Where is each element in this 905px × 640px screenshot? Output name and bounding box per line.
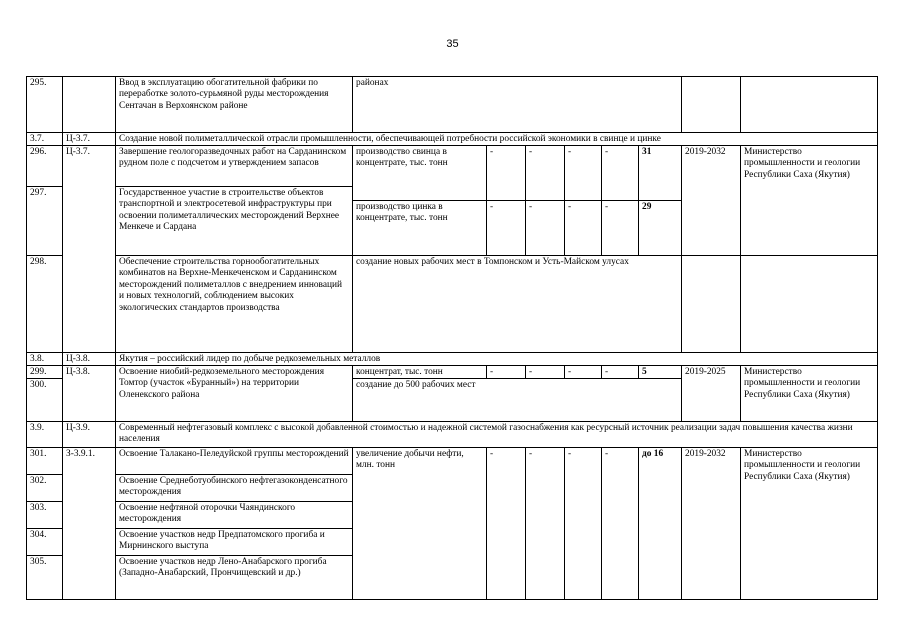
row-295-code — [62, 76, 116, 133]
section-3-7-code: Ц-3.7. — [62, 132, 116, 146]
row-295-responsible — [740, 76, 878, 133]
rows-301-305-value-2: - — [525, 447, 565, 600]
row-298-num: 298. — [26, 255, 63, 353]
row-296-value-4: - — [601, 145, 639, 201]
section-3-9-num: 3.9. — [26, 421, 63, 448]
row-297-value-3: - — [564, 200, 602, 256]
row-296-value-2: - — [525, 145, 565, 201]
row-297-value-1: - — [486, 200, 526, 256]
row-299-value-3: - — [564, 365, 602, 379]
row-299-value-1: - — [486, 365, 526, 379]
row-297-measure: Государственное участие в строительстве объектов транспортной и электросетевой инфраструктуры при освоении полиметаллических месторождений Верхнее Менкече и Сардана — [115, 186, 353, 256]
row-302-num: 302. — [26, 474, 63, 502]
row-296-value-5: 31 — [638, 145, 682, 201]
row-303-num: 303. — [26, 501, 63, 529]
row-299-value-5: 5 — [638, 365, 682, 379]
rows-296-297-period: 2019-2032 — [681, 145, 741, 256]
row-297-value-4: - — [601, 200, 639, 256]
row-296-value-3: - — [564, 145, 602, 201]
row-299-value-4: - — [601, 365, 639, 379]
row-298-period — [681, 255, 741, 353]
row-299-value-2: - — [525, 365, 565, 379]
section-3-9-code: Ц-3.9. — [62, 421, 116, 448]
row-295-measure: Ввод в эксплуатацию обогатительной фабрики по переработке золото-сурьмяной руды месторождения Сентачан в Верхоянском районе — [115, 76, 353, 133]
program-table — [26, 76, 878, 600]
rows-301-305-value-1: - — [486, 447, 526, 600]
row-302-measure: Освоение Среднеботуобинского нефтегазоконденсатного месторождения — [115, 474, 353, 502]
row-296-num: 296. — [26, 145, 63, 187]
row-304-measure: Освоение участков недр Предпатомского прогиба и Мирнинского выступа — [115, 528, 353, 556]
section-3-8-title: Якутия – российский лидер по добыче редкоземельных металлов — [115, 352, 878, 366]
row-301-measure: Освоение Талакано-Пеледуйской группы месторождений — [115, 447, 353, 475]
rows-299-300-responsible: Министерство промышленности и геологии Республики Саха (Якутия) — [740, 365, 878, 422]
row-299-num: 299. — [26, 365, 63, 379]
rows-296-297-responsible: Министерство промышленности и геологии Республики Саха (Якутия) — [740, 145, 878, 256]
rows-296-298-code: Ц-3.7. — [62, 145, 116, 353]
rows-301-305-value-3: - — [564, 447, 602, 600]
row-296-measure: Завершение геологоразведочных работ на Сарданинском рудном поле с подсчетом и утверждением запасов — [115, 145, 353, 187]
row-298-responsible — [740, 255, 878, 353]
rows-299-300-code: Ц-3.8. — [62, 365, 116, 422]
rows-301-305-period: 2019-2032 — [681, 447, 741, 600]
rows-301-305-value-4: - — [601, 447, 639, 600]
row-297-indicator: производство цинка в концентрате, тыс. тонн — [352, 200, 487, 256]
section-3-7-title: Создание новой полиметаллической отрасли промышленности, обеспечивающей потребности российской экономики в свинце и цинке — [115, 132, 878, 146]
row-305-num: 305. — [26, 555, 63, 600]
row-296-value-1: - — [486, 145, 526, 201]
row-297-value-2: - — [525, 200, 565, 256]
row-296-indicator: производство свинца в концентрате, тыс. тонн — [352, 145, 487, 201]
row-301-num: 301. — [26, 447, 63, 475]
row-300-indicator: создание до 500 рабочих мест — [352, 378, 682, 422]
row-295-period — [681, 76, 741, 133]
row-304-num: 304. — [26, 528, 63, 556]
row-297-num: 297. — [26, 186, 63, 256]
page-number: 35 — [446, 38, 459, 50]
rows-301-305-value-5: до 16 — [638, 447, 682, 600]
row-300-num: 300. — [26, 378, 63, 422]
section-3-8-code: Ц-3.8. — [62, 352, 116, 366]
row-303-measure: Освоение нефтяной оторочки Чаяндинского месторождения — [115, 501, 353, 529]
row-299-indicator: концентрат, тыс. тонн — [352, 365, 487, 379]
rows-301-305-responsible: Министерство промышленности и геологии Республики Саха (Якутия) — [740, 447, 878, 600]
rows-299-300-measure: Освоение ниобий-редкоземельного месторождения Томтор (участок «Буранный») на территории Оленекского района — [115, 365, 353, 422]
rows-301-305-indicator: увеличение добычи нефти, млн. тонн — [352, 447, 487, 600]
row-297-value-5: 29 — [638, 200, 682, 256]
rows-299-300-period: 2019-2025 — [681, 365, 741, 422]
section-3-9-title: Современный нефтегазовый комплекс с высокой добавленной стоимостью и надежной системой газоснабжения как ресурсный источник реализации задач повышения качества жизни населения — [115, 421, 878, 448]
row-295-indicator: районах — [352, 76, 682, 133]
rows-301-305-code: З-3.9.1. — [62, 447, 116, 600]
row-298-indicator: создание новых рабочих мест в Томпонском и Усть-Майском улусах — [352, 255, 682, 353]
section-3-8-num: 3.8. — [26, 352, 63, 366]
section-3-7-num: 3.7. — [26, 132, 63, 146]
row-298-measure: Обеспечение строительства горнообогатительных комбинатов на Верхне-Менкеченском и Сарданинском месторождений полиметаллов с внедрением инноваций и новых технологий, соблюдением высоких экологических стандартов производства — [115, 255, 353, 353]
row-305-measure: Освоение участков недр Лено-Анабарского прогиба (Западно-Анабарский, Прончищевский и др.) — [115, 555, 353, 600]
row-295-num: 295. — [26, 76, 63, 133]
